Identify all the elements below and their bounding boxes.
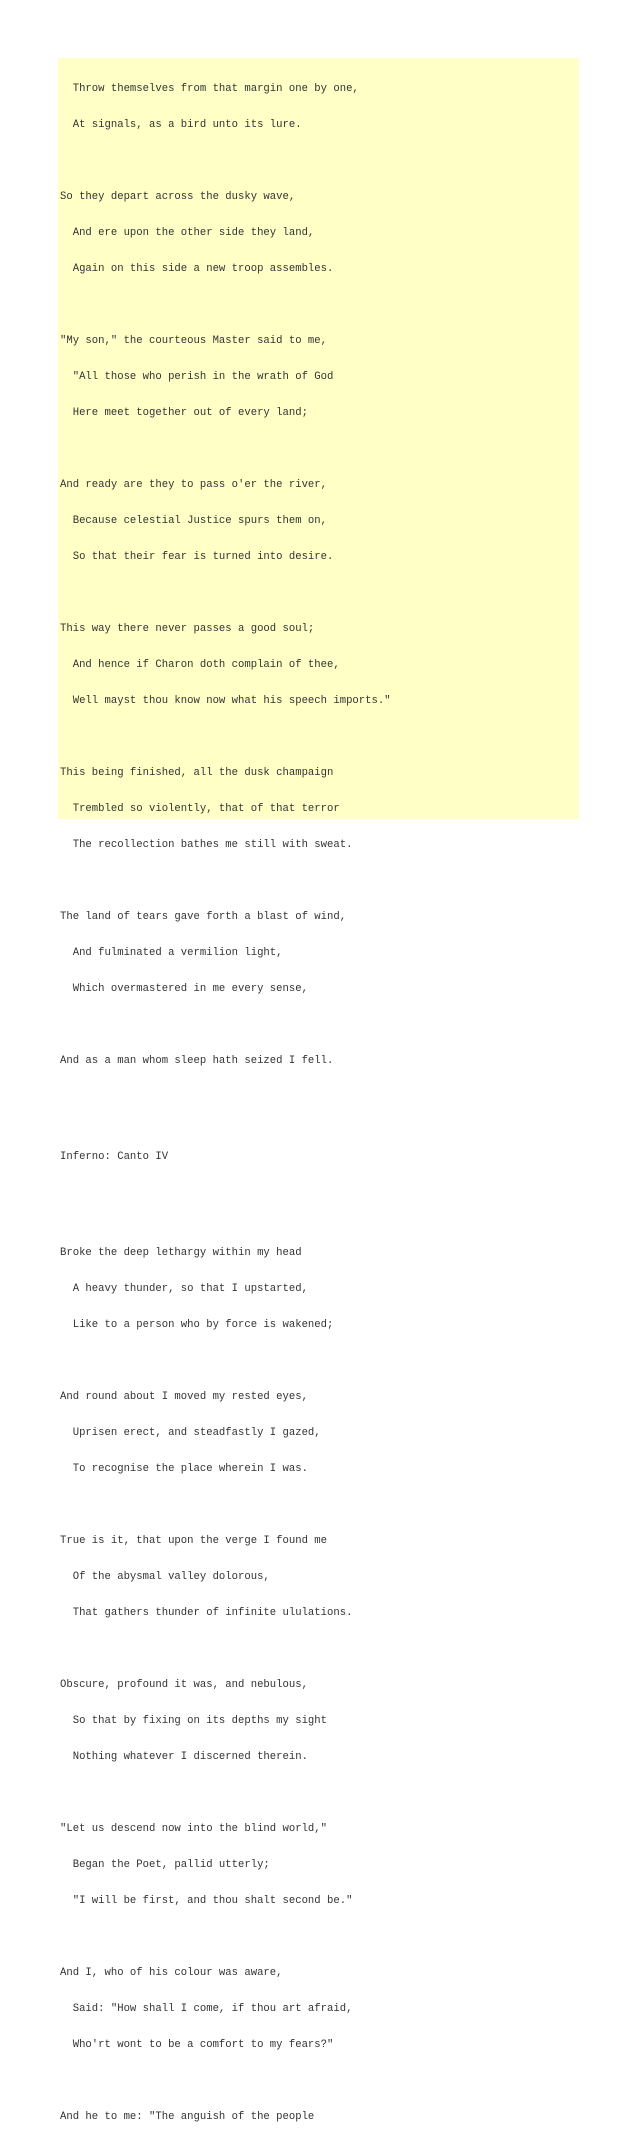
text-line: "I will be first, and thou shalt second be." bbox=[60, 1895, 353, 1907]
text-line: Well mayst thou know now what his speech imports." bbox=[60, 695, 391, 707]
text-line: And as a man whom sleep hath seized I fell. bbox=[60, 1055, 334, 1067]
text-line: Trembled so violently, that of that terror bbox=[60, 803, 340, 815]
text-line: Nothing whatever I discerned therein. bbox=[60, 1751, 308, 1763]
text-line: At signals, as a bird unto its lure. bbox=[60, 119, 302, 131]
text-line: The recollection bathes me still with sweat. bbox=[60, 839, 353, 851]
text-line: Because celestial Justice spurs them on, bbox=[60, 515, 328, 527]
text-line: True is it, that upon the verge I found me bbox=[60, 1535, 328, 1547]
canto-heading: Inferno: Canto IV bbox=[60, 1151, 169, 1163]
text-line: And fulminated a vermilion light, bbox=[60, 947, 283, 959]
text-line: So that by fixing on its depths my sight bbox=[60, 1715, 328, 1727]
text-line: This being finished, all the dusk champaign bbox=[60, 767, 334, 779]
text-line: Said: "How shall I come, if thou art afraid, bbox=[60, 2003, 353, 2015]
text-line: So they depart across the dusky wave, bbox=[60, 191, 296, 203]
text-line: Again on this side a new troop assembles. bbox=[60, 263, 334, 275]
text-line: "Let us descend now into the blind world," bbox=[60, 1823, 328, 1835]
text-line: "My son," the courteous Master said to me, bbox=[60, 335, 328, 347]
text-line: Obscure, profound it was, and nebulous, bbox=[60, 1679, 308, 1691]
text-line: Who'rt wont to be a comfort to my fears?" bbox=[60, 2039, 334, 2051]
text-line: Throw themselves from that margin one by one, bbox=[60, 83, 359, 95]
text-line: So that their fear is turned into desire. bbox=[60, 551, 334, 563]
text-line: Uprisen erect, and steadfastly I gazed, bbox=[60, 1427, 321, 1439]
text-line: Broke the deep lethargy within my head bbox=[60, 1247, 302, 1259]
text-line: The land of tears gave forth a blast of wind, bbox=[60, 911, 347, 923]
text-line: And round about I moved my rested eyes, bbox=[60, 1391, 308, 1403]
text-line: Began the Poet, pallid utterly; bbox=[60, 1859, 270, 1871]
text-line: And ere upon the other side they land, bbox=[60, 227, 315, 239]
text-line: And hence if Charon doth complain of thee, bbox=[60, 659, 340, 671]
text-line: Of the abysmal valley dolorous, bbox=[60, 1571, 270, 1583]
text-line: "All those who perish in the wrath of God bbox=[60, 371, 334, 383]
text-line: To recognise the place wherein I was. bbox=[60, 1463, 308, 1475]
text-line: This way there never passes a good soul; bbox=[60, 623, 315, 635]
text-line: And I, who of his colour was aware, bbox=[60, 1967, 283, 1979]
text-line: And ready are they to pass o'er the river, bbox=[60, 479, 328, 491]
text-line: A heavy thunder, so that I upstarted, bbox=[60, 1283, 308, 1295]
document-text bbox=[60, 59, 580, 2135]
text-line: Here meet together out of every land; bbox=[60, 407, 308, 419]
text-line: Like to a person who by force is wakened; bbox=[60, 1319, 334, 1331]
text-line: And he to me: "The anguish of the people bbox=[60, 2111, 315, 2123]
text-line: Which overmastered in me every sense, bbox=[60, 983, 308, 995]
text-line: That gathers thunder of infinite ululations. bbox=[60, 1607, 353, 1619]
